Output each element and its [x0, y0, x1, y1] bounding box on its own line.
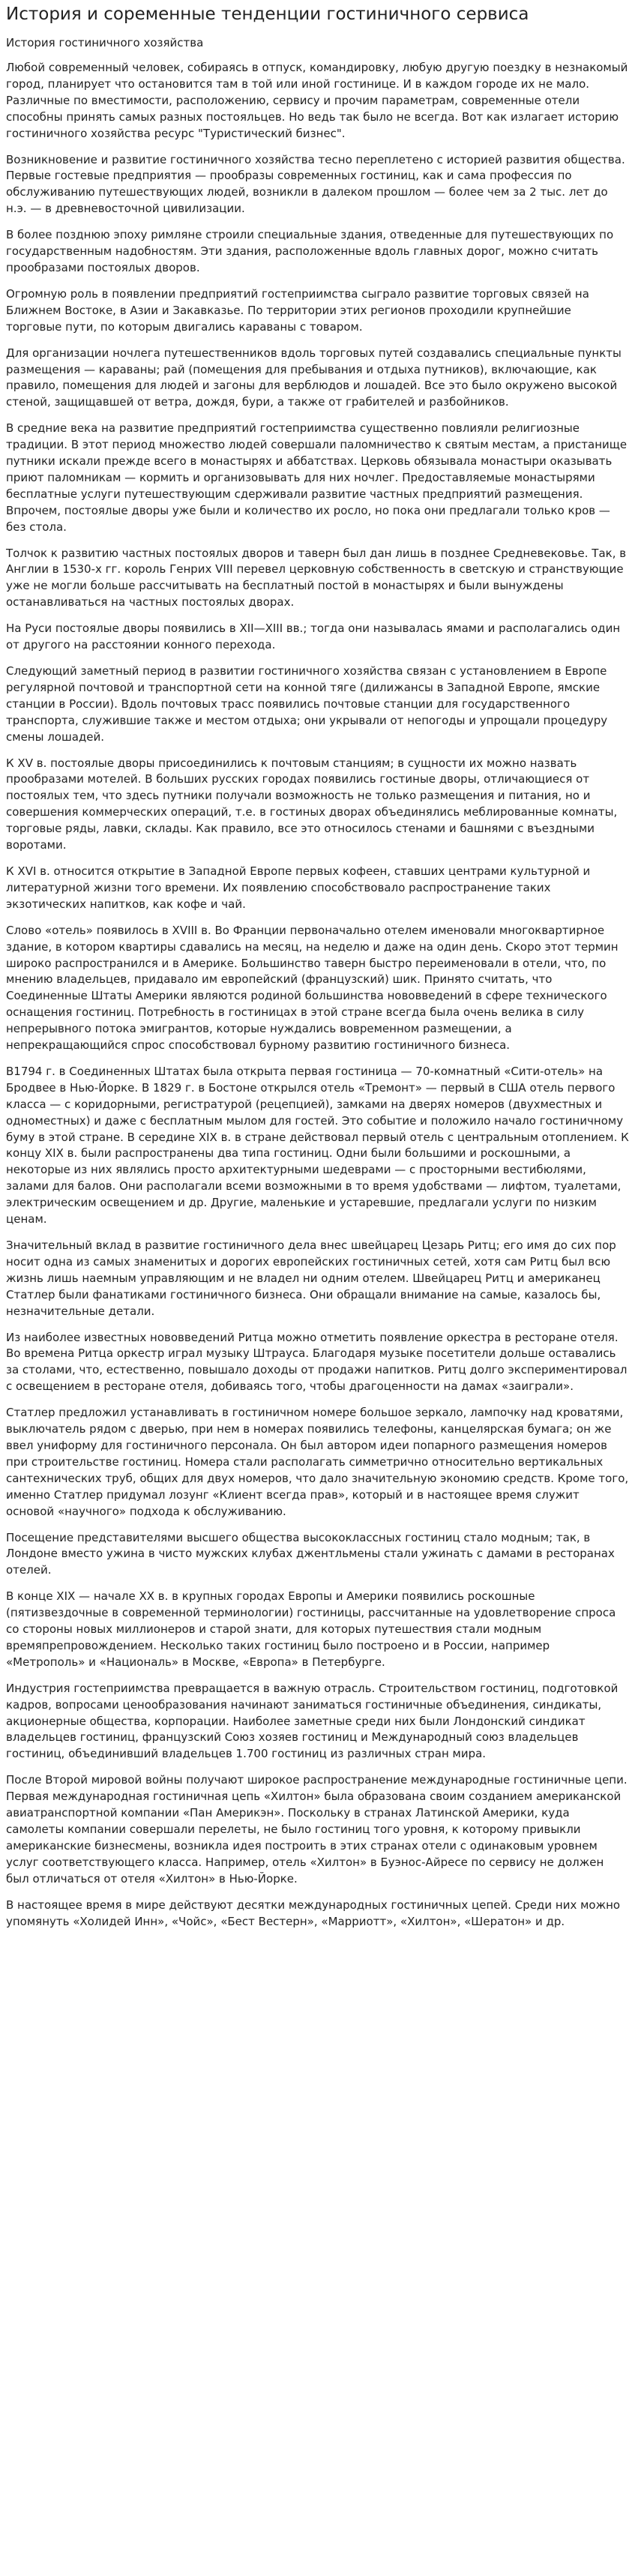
paragraph: Возникновение и развитие гостиничного хозяйства тесно переплетено с историей развития общества. Первые гостевые предприятия — прообразы современных гостиниц, как и сама профессия по обслуживанию путешествующих людей, возникли в далеком прошлом — более чем за 2 тыс. лет до н.э. — в древневосточной цивилизации.	[6, 152, 625, 216]
paragraph: В1794 г. в Соединенных Штатах была открыта первая гостиница — 70-комнатный «Сити-отель» на Бродвее в Нью-Йорке. В 1829 г. в Бостоне открылся отель «Тремонт» — первый в США отель первого класса — с коридорными, регистратурой (рецепцией), замками на дверях номеров (двухместных и одноместных) и даже с бесплатным мылом для гостей. Это событие и положило начало гостиничному буму в этой стране. В середине XIX в. в стране действовал первый отель с центральным отоплением. К концу XIX в. были распространены два типа гостиниц. Одни были большими и роскошными, а некоторые из них являлись просто архитектурными шедеврами — с просторными вестибюлями, залами для балов. Они располагали всеми возможными в то время удобствами — лифтом, туалетами, электрическим освещением и др. Другие, маленькие и устаревшие, предлагали услуги по низким ценам.	[6, 1064, 629, 1227]
paragraph: Толчок к развитию частных постоялых дворов и таверн был дан лишь в позднее Средневековье. Так, в Англии в 1530-х гг. король Генрих VIII перевел церковную собственность в светскую и странствующие уже не могли больше рассчитывать на бесплатный постой в монастырях и были вынуждены останавливаться на частных постоялых дворах.	[6, 546, 627, 610]
paragraph: Значительный вклад в развитие гостиничного дела внес швейцарец Цезарь Ритц; его имя до сих пор носит одна из самых знаменитых и дорогих европейских гостиничных сетей, хотя сам Ритц был всю жизнь лишь наемным управляющим и не владел ни одним отелем. Швейцарец Ритц и американец Статлер были фанатиками гостиничного бизнеса. Они обращали внимание на самые, казалось бы, незначительные детали.	[6, 1239, 616, 1318]
paragraph: Посещение представителями высшего общества высококлассных гостиниц стало модным; так, в Лондоне вместо ужина в чисто мужских клубах джентльмены стали ужинать с дамами в ресторанах отелей.	[6, 1530, 615, 1577]
paragraph: В более позднюю эпоху римляне строили специальные здания, отведенные для путешествующих по государственным надобностям. Эти здания, расположенные вдоль главных дорог, можно считать прообразами постоялых дворов.	[6, 228, 614, 274]
paragraph: После Второй мировой войны получают широкое распространение международные гостиничные цепи. Первая международная гостиничная цепь «Хилтон» была образована своим созданием американской авиатранспортной компании «Пан Америкэн». Поскольку в странах Латинской Америки, куда самолеты компании совершали перелеты, не было гостиниц того уровня, к которому привыкли американские бизнесмены, возникла идея построить в этих странах отели с одинаковым уровнем услуг соответствующего класса. Например, отель «Хилтон» в Буэнос-Айресе по сервису не должен был отличаться от отеля «Хилтон» в Нью-Йорке.	[6, 1773, 628, 1886]
paragraph: Следующий заметный период в развитии гостиничного хозяйства связан с установлением в Европе регулярной почтовой и транспортной сети на конной тяге (дилижансы в Западной Европе, ямские станции в России). Вдоль почтовых трасс появились почтовые станции для государственного транспорта, служившие также и местом отдыха; они укрывали от непогоды и упрощали процедуру смены лошадей.	[6, 664, 608, 744]
paragraph: На Руси постоялые дворы появились в XII—XIII вв.; тогда они называлась ямами и располагались один от другого на расстоянии конного перехода.	[6, 622, 621, 652]
section-subtitle: История гостиничного хозяйства	[6, 36, 204, 49]
paragraph: Слово «отель» появилось в XVIII в. Во Франции первоначально отелем именовали многоквартирное здание, в котором квартиры сдавались на месяц, на неделю и даже на один день. Скоро этот термин широко распространился и в Америке. Большинство таверн быстро переименовали в отели, что, по мнению владельцев, придавало им европейский (французский) шик. Принято считать, что Соединенные Штаты Америки являются родиной большинства нововведений в сфере технического оснащения гостиниц. Потребность в гостиницах в этой стране всегда была очень велика в силу непрерывного потока эмигрантов, которые нуждались вовременном размещении, а непрекращающийся спрос способствовал бурному развитию гостиничного бизнеса.	[6, 923, 619, 1053]
page-title: История и соременные тенденции гостиничного сервиса	[6, 4, 529, 24]
paragraph: К XV в. постоялые дворы присоединились к почтовым станциям; в сущности их можно назвать прообразами мотелей. В больших русских городах появились гостиные дворы, отличающиеся от постоялых тем, что здесь путники получали возможность не только размещения и питания, но и совершения коммерческих операций, т.е. в гостиных дворах объединялись меблированные комнаты, торговые ряды, лавки, склады. Как правило, все это относилось стенами и башнями с въездными воротами.	[6, 756, 618, 852]
paragraph: Любой современный человек, собираясь в отпуск, командировку, любую другую поездку в незнакомый город, планирует что остановится там в той или иной гостинице. И в каждом городе их не мало. Различные по вместимости, расположению, сервису и прочим параметрам, современные отели способны принять самых разных постояльцев. Но ведь так было не всегда. Вот как излагает историю гостиничного хозяйства ресурс "Туристический бизнес".	[6, 61, 628, 140]
paragraph: Статлер предложил устанавливать в гостиничном номере большое зеркало, лампочку над кроватями, выключатель рядом с дверью, при нем в номерах появились телефоны, канцелярская бумага; он же ввел униформу для гостиничного персонала. Он был автором идеи попарного размещения номеров при строительстве гостиниц. Номера стали располагать симметрично относительно вертикальных сантехнических труб, общих для двух номеров, что дало значительную экономию средств. Кроме того, именно Статлер придумал лозунг «Клиент всегда прав», который и в настоящее время служит основой «научного» подхода к обслуживанию.	[6, 1406, 629, 1518]
paragraph: В конце XIX — начале XX в. в крупных городах Европы и Америки появились роскошные (пятизвездочные в современной терминологии) гостиницы, рассчитанные на удовлетворение спроса со стороны новых миллионеров и старой знати, для которых путешествия стали модным времяпрепровождением. Несколько таких гостиниц было построено и в России, например «Метрополь» и «Националь» в Москве, «Европа» в Петербурге.	[6, 1589, 616, 1669]
paragraph: Для организации ночлега путешественников вдоль торговых путей создавались специальные пункты размещения — караваны; рай (помещения для пребывания и отдыха путников), включающие, как правило, помещения для людей и загоны для верблюдов и лошадей. Все это было окружено высокой стеной, защищавшей от ветра, дождя, бури, а также от грабителей и разбойников.	[6, 346, 622, 409]
paragraph: К XVI в. относится открытие в Западной Европе первых кофеен, ставших центрами культурной и литературной жизни того времени. Их появлению способствовало распространение таких экзотических напитков, как кофе и чай.	[6, 864, 591, 911]
paragraph: Индустрия гостеприимства превращается в важную отрасль. Строительством гостиниц, подготовкой кадров, вопросами ценообразования начинают заниматься гостиничные объединения, синдикаты, акционерные общества, корпорации. Наиболее заметные среди них были Лондонский синдикат владельцев гостиниц, французский Союз хозяев гостиниц и Международный союз владельцев гостиниц, объединивший владельцев 1.700 гостиниц из различных стран мира.	[6, 1681, 619, 1761]
paragraph: Огромную роль в появлении предприятий гостеприимства сыграло развитие торговых связей на Ближнем Востоке, в Азии и Закавказье. По территории этих регионов проходили крупнейшие торговые пути, по которым двигались караваны с товаром.	[6, 286, 589, 334]
article-body	[6, 60, 629, 1930]
paragraph: Из наиболее известных нововведений Ритца можно отметить появление оркестра в ресторане отеля. Во времена Ритца оркестр играл музыку Штрауса. Благодаря музыке посетители дольше оставались за столами, что, естественно, повышало доходы от продажи напитков. Ритц долго экспериментировал с освещением в ресторане отеля, добиваясь того, чтобы драгоценности на дамах «заиграли».	[6, 1330, 628, 1394]
paragraph: В настоящее время в мире действуют десятки международных гостиничных цепей. Среди них можно упомянуть «Холидей Инн», «Чойс», «Бест Вестерн», «Марриотт», «Хилтон», «Шератон» и др.	[6, 1898, 621, 1928]
paragraph: В средние века на развитие предприятий гостеприимства существенно повлияли религиозные традиции. В этот период множество людей совершали паломничество к святым местам, а пристанище путники искали прежде всего в монастырях и аббатствах. Церковь обязывала монастыри оказывать приют паломникам — кормить и организовывать для них ночлег. Предоставляемые монастырями бесплатные услуги путешествующим сдерживали развитие частных предприятий размещения. Впрочем, постоялые дворы уже были и количество их росло, но пока они предлагали только кров — без стола.	[6, 421, 628, 534]
